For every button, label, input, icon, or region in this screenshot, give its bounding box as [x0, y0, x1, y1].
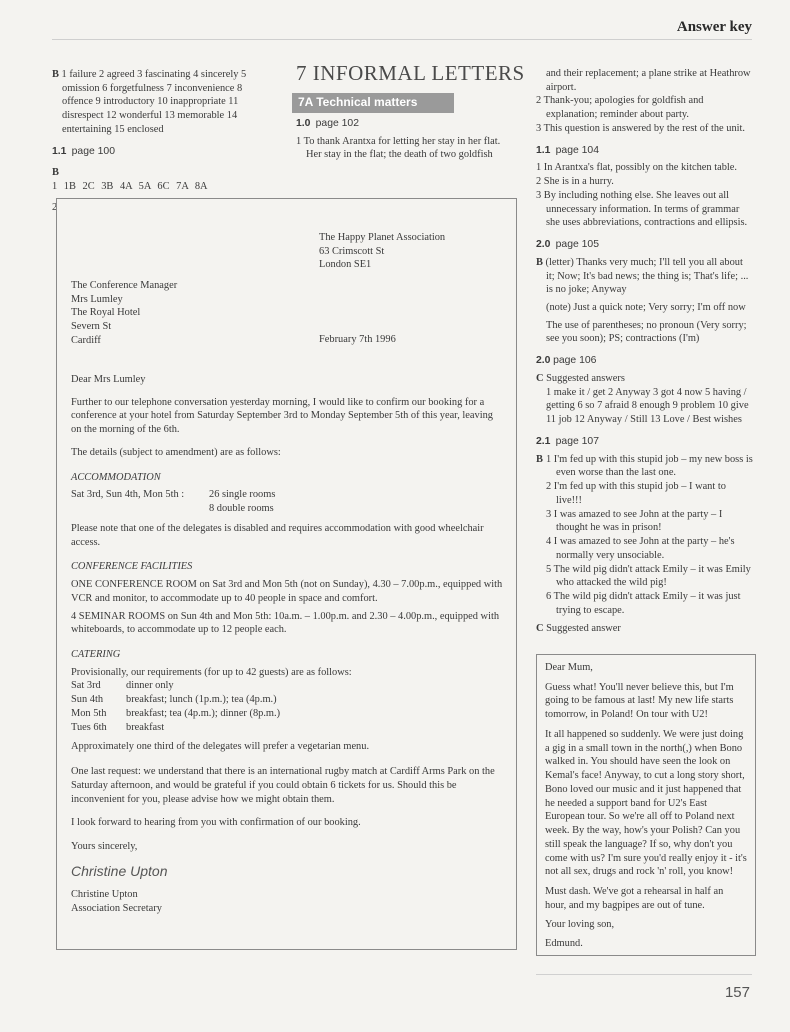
section-page: page 107 — [555, 435, 599, 447]
answer-item: 1 In Arantxa's flat, possibly on the kitchen table. — [536, 162, 737, 174]
heading-conference: CONFERENCE FACILITIES — [71, 561, 193, 573]
section-number: 1.1 — [52, 145, 67, 157]
paragraph: Guess what! You'll never believe this, but I'm going to be famous at last! My new life starts tomorrow, in Poland! On tour with U2! — [545, 681, 734, 721]
section-page: page 106 — [553, 355, 597, 367]
address-line: 63 Crimscott St — [319, 245, 385, 257]
paragraph: I look forward to hearing from you with confirmation of our booking. — [71, 817, 361, 829]
letter-body — [71, 373, 503, 916]
b2-answers: 1 1B 2C 3B 4A 5A 6C 7A 8A — [52, 181, 208, 193]
paragraph: Please note that one of the delegates is disabled and requires accommodation with good wheelchair access. — [71, 522, 484, 548]
b-label: B — [536, 256, 543, 268]
cater-day: Sat 3rd — [71, 680, 101, 692]
section-1-1-heading — [52, 145, 274, 159]
address-line: The Happy Planet Association — [319, 232, 446, 243]
sender-address — [319, 231, 445, 272]
c-label: C — [536, 372, 544, 384]
section-page: page 100 — [71, 145, 115, 157]
list-item: 1 I'm fed up with this stupid job – my new boss is even worse than the last one. — [546, 453, 753, 479]
paragraph: Approximately one third of the delegates will prefer a vegetarian menu. — [71, 741, 370, 753]
paragraph: The details (subject to amendment) are as follows: — [71, 446, 281, 458]
section-2-0-heading — [536, 238, 754, 252]
table-row — [71, 721, 280, 735]
footer-rule — [536, 974, 752, 975]
list-item: 4 I was amazed to see John at the party – he's normally very unsociable. — [546, 536, 735, 561]
b-label: B — [536, 453, 543, 465]
answer-item: 2 She is in a hurry. — [536, 176, 614, 188]
paragraph: 4 SEMINAR ROOMS on Sun 4th and Mon 5th: 10a.m. – 1.00p.m. and 2.30 – 4.00p.m., equipped with whiteboards, to accommodate up to 12 people each. — [71, 610, 500, 636]
section-number: 1.0 — [296, 118, 311, 129]
signer-role: Association Secretary — [71, 903, 162, 915]
section-page: page 102 — [315, 118, 359, 129]
table-row — [71, 679, 280, 693]
cater-day: Mon 5th — [71, 707, 107, 719]
b-items — [546, 453, 754, 618]
greeting: Dear Mum, — [545, 662, 593, 673]
b-vocab-list — [52, 68, 274, 137]
section-number: 2.0 — [536, 239, 551, 251]
section-title: 7 INFORMAL LETTERS — [296, 61, 525, 85]
cater-day: Sun 4th — [71, 694, 104, 706]
c-answers: 1 make it / get 2 Anyway 3 got 4 now 5 having / getting 6 so 7 afraid 8 enough 9 problem 10 give 11 job 12 Anyway / Still 13 Love / Best wishes — [546, 386, 749, 426]
section-number: 2.1 — [536, 435, 551, 447]
address-line: The Conference Manager — [71, 280, 178, 291]
letter-date: February 7th 1996 — [319, 334, 396, 345]
list-item: 6 The wild pig didn't attack Emily – it was just trying to escape. — [546, 590, 741, 616]
page-number: 157 — [724, 984, 750, 1001]
heading-accommodation: ACCOMMODATION — [71, 471, 161, 483]
paragraph: Must dash. We've got a rehearsal in half an hour, and my bagpipes are out of tune. — [545, 886, 724, 911]
section-page: page 105 — [555, 239, 599, 251]
section-2-0b-heading — [536, 354, 754, 368]
list-item: 3 I was amazed to see John at the party – I thought he was in prison! — [546, 508, 723, 534]
closing: Yours sincerely, — [71, 841, 138, 853]
header-rule — [52, 39, 752, 40]
answer-continuation: and their replacement; a plane strike at Heathrow airport. — [546, 68, 751, 93]
item-2-number: 2 — [52, 201, 58, 213]
c-head: Suggested answer — [546, 623, 621, 635]
accommodation-table — [71, 488, 275, 515]
section-page: page 104 — [555, 144, 599, 156]
informal-letter-body — [537, 655, 755, 957]
section-number: 2.0 — [536, 355, 551, 367]
c-head: Suggested answers — [546, 372, 625, 384]
b2-label: B — [52, 167, 59, 179]
list-item: 2 I'm fed up with this stupid job – I want to live!!! — [546, 481, 726, 506]
answer-c2 — [536, 622, 754, 636]
answer-item: 3 By including nothing else. She leaves out all unnecessary information. In terms of grammar she uses abbreviations, contractions and ellipsis. — [536, 189, 748, 229]
section-1-1-heading — [536, 144, 754, 158]
answer-item-1b: Her stay in the flat; the death of two goldfish — [306, 149, 493, 161]
answer-b — [536, 256, 754, 297]
column-middle — [296, 117, 518, 162]
catering-table — [71, 679, 280, 734]
accom-rooms: 26 single rooms — [209, 489, 276, 501]
accom-rooms: 8 double rooms — [209, 503, 274, 515]
cater-day: Tues 6th — [71, 721, 107, 733]
cater-meal: breakfast; tea (4p.m.); dinner (8p.m.) — [126, 707, 281, 719]
section-number: 1.1 — [536, 144, 551, 156]
address-line: Mrs Lumley — [71, 293, 123, 305]
address-line: Cardiff — [71, 334, 101, 346]
b-text: (letter) Thanks very much; I'll tell you all about it; Now; It's bad news; the thing is; That's life; ... is no joke; Anyway — [545, 256, 749, 296]
paragraph: Provisionally, our requirements (for up to 42 guests) are as follows: — [71, 666, 352, 678]
formal-letter — [56, 198, 517, 950]
table-row — [71, 707, 280, 721]
answer-item: 2 Thank-you; apologies for goldfish and explanation; reminder about party. — [536, 95, 704, 121]
address-line: London SE1 — [319, 259, 372, 271]
cater-meal: breakfast; lunch (1p.m.); tea (4p.m.) — [126, 694, 277, 706]
informal-letter-box — [536, 654, 756, 956]
answer-item: 3 This question is answered by the rest of the unit. — [536, 122, 746, 134]
signer-name: Christine Upton — [71, 889, 138, 901]
paragraph: ONE CONFERENCE ROOM on Sat 3rd and Mon 5th (not on Sunday), 4.30 – 7.00p.m., equipped with VCR and monitor, to accommodate up to 40 people in space and comfort. — [71, 579, 503, 604]
cater-meal: breakfast — [126, 721, 165, 733]
answer-note: (note) Just a quick note; Very sorry; I'm off now — [546, 302, 746, 314]
paragraph: One last request: we understand that there is an international rugby match at Cardiff Arms Park on the Saturday afternoon, and would be grateful if you could obtain 6 tickets for us. Should this be inconvenient for you, please advise how we might obtain them. — [71, 766, 495, 805]
section-1-0-heading — [296, 117, 518, 131]
answer-parens: The use of parentheses; no pronoun (Very sorry; see you soon); PS; contractions (I'm) — [546, 319, 747, 345]
accom-dates: Sat 3rd, Sun 4th, Mon 5th : — [71, 489, 185, 501]
salutation: Dear Mrs Lumley — [71, 374, 146, 385]
table-row — [71, 693, 280, 707]
section-2-1-heading — [536, 435, 754, 449]
recipient-address — [71, 279, 177, 348]
column-left — [52, 68, 274, 215]
column-right — [536, 67, 754, 636]
address-line: Severn St — [71, 321, 112, 333]
list-item: 5 The wild pig didn't attack Emily – it was Emily who attacked the wild pig! — [546, 563, 751, 589]
paragraph: It all happened so suddenly. We were just doing a gig in a small town in the north(,) when Bono walked in. You should have seen the look on Kemal's face! Anyway, to cut a long story short, Bono loved our music and it just happened that he needed a support band for U2's East European tour. So we're all off to Poland next week. By the way, how's your Polish? Can you still speak the language? If so, why don't you come with us? I'm sure you'd really enjoy it - it's not all sex, drugs and rock 'n' roll, you know! — [545, 728, 747, 878]
address-line: The Royal Hotel — [71, 307, 141, 319]
signer-name: Edmund. — [545, 938, 583, 950]
signature: Christine Upton — [71, 862, 168, 879]
paragraph: Further to our telephone conversation yesterday morning, I would like to confirm our booking for a conference at your hotel from Saturday September 3rd to Monday September 5th of this year, leaving on the morning of the 6th. — [71, 396, 494, 436]
section-badge: 7A Technical matters — [292, 93, 454, 113]
closing: Your loving son, — [545, 919, 615, 931]
b-items-block — [536, 453, 754, 618]
b-list-text: 1 failure 2 agreed 3 fascinating 4 sincerely 5 omission 6 forgetfulness 7 inconvenience 8 offence 9 introductory 10 inappropriate 11 disrespect 12 wonderful 13 memorable 14 entertaining 15 enclosed — [61, 69, 247, 135]
cater-meal: dinner only — [126, 680, 174, 692]
answer-c — [536, 372, 754, 386]
answer-item-1: 1 To thank Arantxa for letting her stay in her flat. — [296, 135, 501, 147]
b-label: B — [52, 69, 59, 80]
header-title: Answer key — [676, 19, 752, 35]
c-label: C — [536, 623, 544, 635]
heading-catering: CATERING — [71, 649, 121, 661]
